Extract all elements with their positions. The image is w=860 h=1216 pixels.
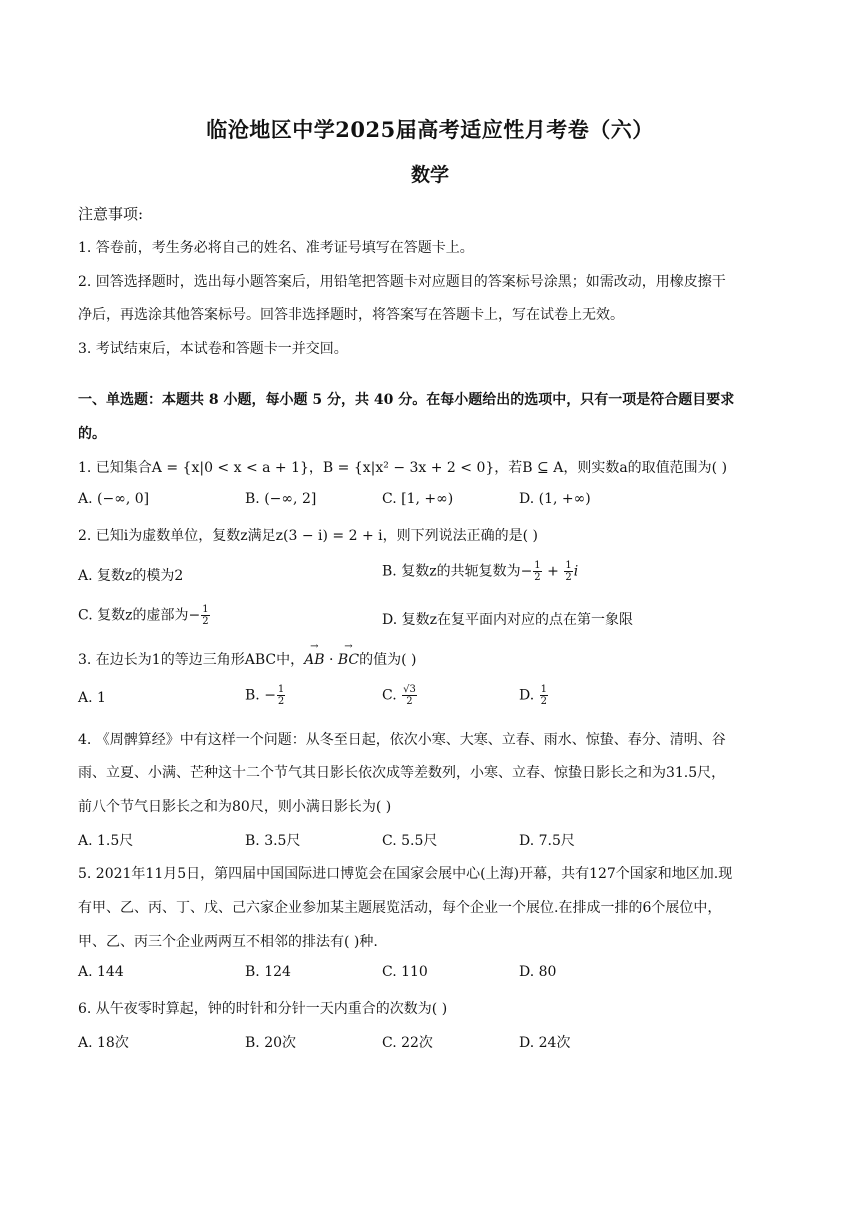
q3-d-fraction [540, 684, 548, 707]
q2-option-d: D. 复数z在复平面内对应的点在第一象限 [382, 612, 634, 628]
question-5-line-2: 有甲、乙、丙、丁、戊、己六家企业参加某主题展览活动，每个企业一个展位.在排成一排的6个展位中， [78, 900, 722, 916]
q2-option-b-prefix: B. 复数z的共轭复数为− [382, 563, 533, 580]
frac-den: 2 [277, 696, 285, 707]
frac-den: 2 [534, 572, 541, 583]
q4-option-c: C. 5.5尺 [382, 833, 438, 849]
q6-option-d: D. 24次 [519, 1035, 571, 1051]
notice-item-3: 3. 考试结束后，本试卷和答题卡一并交回。 [78, 341, 348, 357]
notice-heading: 注意事项: [78, 205, 144, 223]
notice-item-1: 1. 答卷前，考生务必将自己的姓名、准考证号填写在答题卡上。 [78, 240, 474, 256]
frac-den: 2 [540, 696, 548, 707]
question-4-line-3: 前八个节气日影长之和为80尺，则小满日影长为( ) [78, 799, 392, 815]
question-2-stem: 2. 已知i为虚数单位，复数z满足z(3 − i) = 2 + i，则下列说法正确的是( ) [78, 528, 538, 544]
frac-num: 1 [534, 560, 541, 571]
q2-option-c-prefix: C. 复数z的虚部为− [78, 607, 201, 624]
frac-num: 1 [202, 604, 209, 615]
question-5-line-3: 甲、乙、丙三个企业两两互不相邻的排法有( )种. [78, 934, 378, 950]
q2-option-a: A. 复数z的模为2 [78, 568, 184, 584]
q6-option-b: B. 20次 [245, 1035, 297, 1051]
q3-option-a: A. 1 [78, 690, 106, 706]
q3-stem-suffix: 的值为( ) [359, 652, 417, 668]
q2-option-c [78, 604, 211, 627]
q1-option-c: C. [1, +∞) [382, 491, 454, 507]
q3-option-b-prefix: B. − [245, 687, 276, 704]
q2-b-fraction-2 [564, 560, 572, 583]
q3-option-d-prefix: D. [519, 687, 539, 704]
frac-num: 1 [540, 684, 548, 695]
frac-num: 1 [277, 684, 285, 695]
q2-option-b [382, 560, 578, 583]
q1-option-b: B. (−∞, 2] [245, 491, 317, 507]
q2-c-fraction [201, 604, 209, 627]
q5-option-a: A. 144 [78, 964, 124, 980]
q2-b-fraction-1 [533, 560, 541, 583]
q5-option-b: B. 124 [245, 964, 291, 980]
q3-option-d [519, 684, 549, 707]
q3-stem-prefix: 3. 在边长为1的等边三角形ABC中， [78, 652, 305, 668]
q3-option-c [382, 684, 418, 707]
frac-num: 1 [565, 560, 572, 571]
question-1-stem: 1. 已知集合A = {x|0 < x < a + 1}，B = {x|x² − 3x + 2 < 0}，若B ⊆ A，则实数a的取值范围为( ) [78, 460, 728, 476]
q5-option-c: C. 110 [382, 964, 428, 980]
q3-b-fraction [277, 684, 285, 707]
q2-option-b-mid: + [542, 563, 564, 580]
q1-option-a: A. (−∞, 0] [78, 491, 150, 507]
question-3-stem [78, 649, 784, 669]
frac-num: √3 [403, 684, 416, 695]
frac-den: 2 [565, 572, 572, 583]
vector-bc: → BC [338, 652, 359, 668]
q5-option-d: D. 80 [519, 964, 557, 980]
frac-den: 2 [406, 696, 413, 707]
q6-option-c: C. 22次 [382, 1035, 433, 1051]
vector-ab: → AB [304, 652, 324, 668]
notice-item-2-cont: 净后，再选涂其他答案标号。回答非选择题时，将答案写在答题卡上，写在试卷上无效。 [78, 307, 624, 323]
q3-c-fraction [402, 684, 417, 707]
q3-option-c-prefix: C. [382, 687, 402, 704]
question-4-line-1: 4. 《周髀算经》中有这样一个问题：从冬至日起，依次小寒、大寒、立春、雨水、惊蛰、春分、清明、谷 [78, 732, 726, 748]
q4-option-d: D. 7.5尺 [519, 833, 575, 849]
q4-option-b: B. 3.5尺 [245, 833, 301, 849]
section-heading-cont: 的。 [78, 426, 106, 442]
question-6-stem: 6. 从午夜零时算起，钟的时针和分针一天内重合的次数为( ) [78, 1001, 448, 1017]
question-4-line-2: 雨、立夏、小满、芒种这十二个节气其日影长依次成等差数列，小寒、立春、惊蛰日影长之和为31.5尺， [78, 765, 726, 781]
subject-title: 数学 [410, 164, 449, 186]
exam-title: 临沧地区中学2025届高考适应性月考卷（六） [206, 117, 654, 142]
question-5-line-1: 5. 2021年11月5日，第四届中国国际进口博览会在国家会展中心(上海)开幕，共有127个国家和地区加.现 [78, 866, 733, 882]
q6-option-a: A. 18次 [78, 1035, 129, 1051]
frac-den: 2 [202, 616, 209, 627]
notice-item-2: 2. 回答选择题时，选出每小题答案后，用铅笔把答题卡对应题目的答案标号涂黑；如需改动，用橡皮擦干 [78, 274, 726, 290]
q4-option-a: A. 1.5尺 [78, 833, 134, 849]
q1-option-d: D. (1, +∞) [519, 491, 591, 507]
q3-option-b [245, 684, 286, 707]
q2-option-b-suffix: i [573, 563, 579, 580]
dot-operator: · [324, 652, 338, 668]
section-heading: 一、单选题：本题共 8 小题，每小题 5 分，共 40 分。在每小题给出的选项中，只有一项是符合题目要求 [78, 392, 735, 408]
